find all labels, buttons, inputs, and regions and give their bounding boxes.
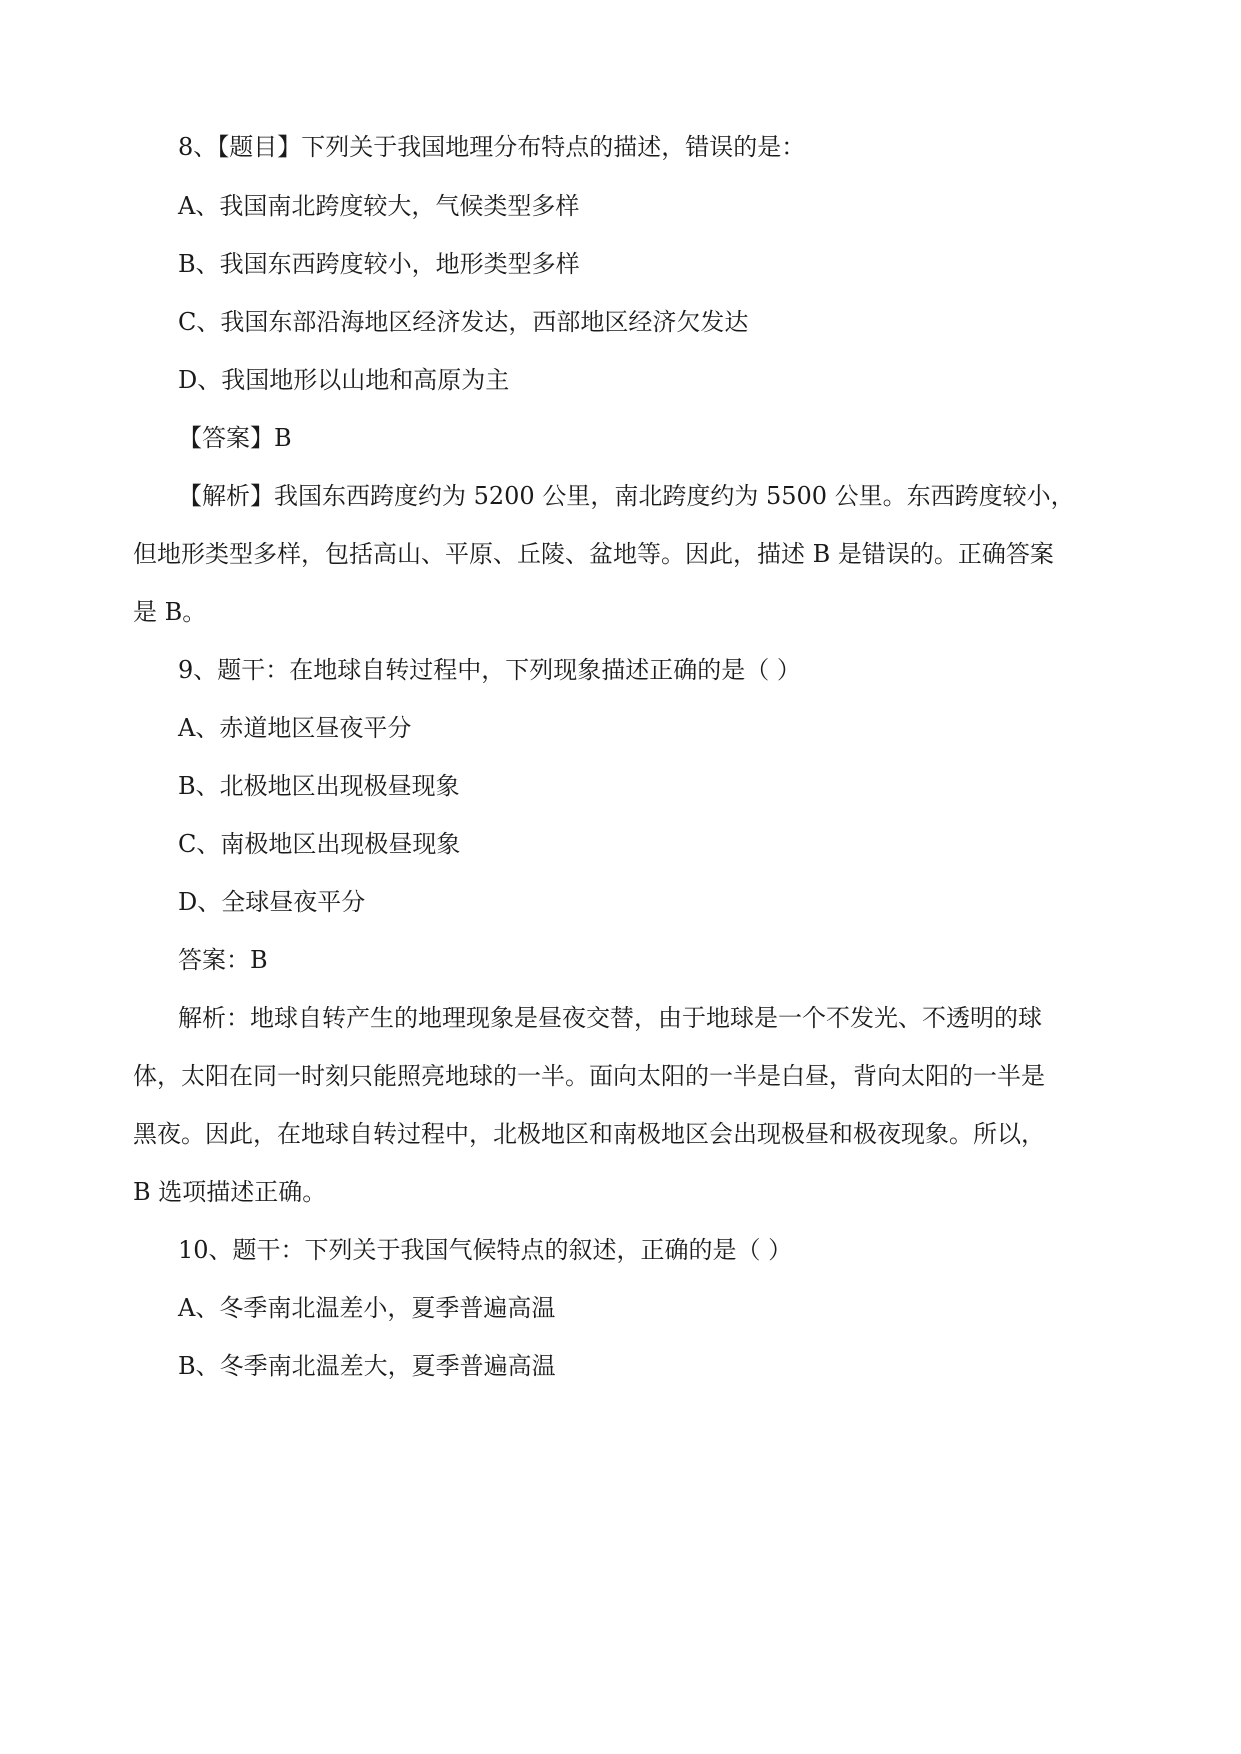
question-8-explanation-line-1: 【解析】我国东西跨度约为 5200 公里，南北跨度约为 5500 公里。东西跨度较小， <box>178 482 1075 510</box>
question-10-option-a: A、冬季南北温差小，夏季普遍高温 <box>178 1294 556 1322</box>
question-9-explanation-line-2: 体，太阳在同一时刻只能照亮地球的一半。面向太阳的一半是白昼，背向太阳的一半是 <box>133 1062 1045 1090</box>
question-8-option-a: A、我国南北跨度较大，气候类型多样 <box>178 192 580 220</box>
question-8-explanation-line-3: 是 B。 <box>133 598 207 626</box>
question-8-answer: 【答案】B <box>178 424 292 452</box>
question-8-stem: 8、【题目】下列关于我国地理分布特点的描述，错误的是： <box>178 133 806 161</box>
question-9-option-d: D、全球昼夜平分 <box>178 888 366 916</box>
question-9-option-b: B、北极地区出现极昼现象 <box>178 772 460 800</box>
question-10-option-b: B、冬季南北温差大，夏季普遍高温 <box>178 1352 556 1380</box>
question-8-option-d: D、我国地形以山地和高原为主 <box>178 366 510 394</box>
question-8-option-b: B、我国东西跨度较小，地形类型多样 <box>178 250 580 278</box>
question-8-explanation-line-2: 但地形类型多样，包括高山、平原、丘陵、盆地等。因此，描述 B 是错误的。正确答案 <box>133 540 1054 568</box>
question-9-answer: 答案：B <box>178 946 268 974</box>
question-9-option-a: A、赤道地区昼夜平分 <box>178 714 412 742</box>
question-9-explanation-line-3: 黑夜。因此，在地球自转过程中，北极地区和南极地区会出现极昼和极夜现象。所以， <box>133 1120 1045 1148</box>
question-10-stem: 10、题干：下列关于我国气候特点的叙述，正确的是（ ） <box>178 1236 793 1264</box>
question-8-option-c: C、我国东部沿海地区经济发达，西部地区经济欠发达 <box>178 308 749 336</box>
question-9-explanation-line-1: 解析：地球自转产生的地理现象是昼夜交替，由于地球是一个不发光、不透明的球 <box>178 1004 1042 1032</box>
question-9-explanation-line-4: B 选项描述正确。 <box>133 1178 327 1206</box>
question-9-stem: 9、题干：在地球自转过程中，下列现象描述正确的是（ ） <box>178 656 801 684</box>
question-9-option-c: C、南极地区出现极昼现象 <box>178 830 461 858</box>
